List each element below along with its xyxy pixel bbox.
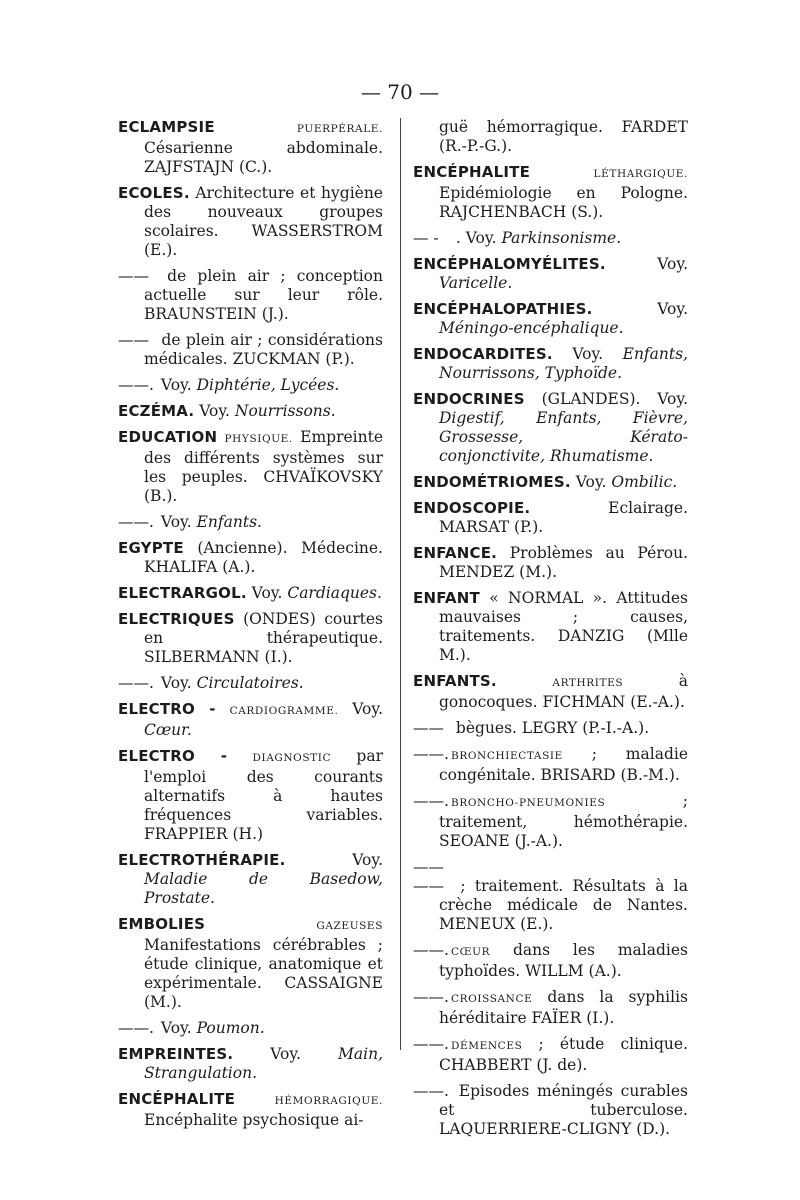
entry-text: dans les maladies typhoïdes. WILLM (A.).: [439, 941, 688, 980]
repeat-dash: — -: [413, 229, 439, 247]
index-entry: [413, 473, 688, 492]
entry-text: « NORMAL ». Attitudes mauvaises ; causes, traitements. DANZIG (Mlle M.).: [439, 589, 688, 664]
index-entry: [413, 118, 688, 156]
index-entry: [413, 941, 688, 981]
index-entry: [118, 539, 383, 577]
entry-subheading: DIAGNOSTIC: [252, 752, 332, 764]
index-entry: [413, 345, 688, 383]
index-entry: [413, 255, 688, 293]
entry-reference: Ombilic.: [611, 473, 678, 491]
entry-headword: EDUCATION: [118, 428, 218, 446]
entry-headword: ENDOMÉTRIOMES.: [413, 473, 571, 491]
entry-headword: ELECTRIQUES: [118, 610, 235, 628]
entry-text: Césarienne abdominale. ZAJFSTAJN (C.).: [144, 139, 383, 176]
entry-headword: ENFANCE.: [413, 544, 498, 562]
index-entry: [413, 300, 688, 338]
index-entry: [413, 719, 688, 738]
entry-reference: Cardiaques.: [287, 584, 382, 602]
index-entry: [413, 792, 688, 851]
entry-text: Architecture et hygiène des nouveaux groupes scolaires. WASSERSTROM (E.).: [144, 184, 383, 259]
entry-text: Encéphalite psychosique ai-: [144, 1111, 364, 1129]
entry-text: Voy.: [251, 584, 288, 602]
entry-reference: Enfants.: [196, 513, 262, 531]
repeat-dash: —— ——: [413, 858, 444, 895]
entry-text: (Ancienne). Médecine. KHALIFA (A.).: [144, 539, 383, 576]
index-entry: [118, 513, 383, 532]
index-entry: [118, 1019, 383, 1038]
entry-reference: Méningo-encéphalique.: [439, 319, 624, 337]
index-entry: [413, 163, 688, 222]
entry-subheading: GAZEUSES: [316, 920, 383, 932]
right-column: [413, 118, 688, 1146]
index-entry: [413, 499, 688, 537]
entry-text: Empreinte des différents systèmes sur les peuples. CHVAÏKOVSKY (B.).: [144, 428, 383, 505]
entry-text: ; étude clinique. CHABBERT (J. de).: [439, 1035, 688, 1074]
entry-headword: ECLAMPSIE: [118, 118, 215, 136]
entry-text: Voy.: [572, 345, 623, 363]
entry-headword: ENCÉPHALOMYÉLITES.: [413, 255, 606, 273]
index-entry: [413, 672, 688, 712]
entry-subheading: BRONCHO-PNEUMONIES: [451, 797, 606, 809]
repeat-dash: ——.: [413, 941, 449, 959]
entry-text: (ONDES) courtes en thérapeutique. SILBERMANN (I.).: [144, 610, 383, 666]
index-entry: [413, 390, 688, 466]
entry-text: ; maladie congénitale. BRISARD (B.-M.).: [439, 745, 688, 784]
entry-text: Problèmes au Pérou. MENDEZ (M.).: [439, 544, 688, 581]
repeat-dash: ——.: [118, 1019, 154, 1037]
index-entry: [118, 1045, 383, 1083]
entry-text: à gonocoques. FICHMAN (E.-A.).: [439, 672, 688, 711]
entry-text: (GLANDES). Voy.: [541, 390, 688, 408]
entry-headword: ECOLES.: [118, 184, 190, 202]
entry-text: Voy.: [270, 1045, 339, 1063]
index-entry: [118, 376, 383, 395]
index-entry: [118, 118, 383, 177]
entry-headword: ENFANT: [413, 589, 480, 607]
entry-subheading: CARDIOGRAMME.: [229, 705, 339, 717]
index-entry: [118, 428, 383, 506]
entry-headword: ELECTRARGOL.: [118, 584, 247, 602]
index-entry: [413, 988, 688, 1028]
entry-headword: ENDOCARDITES.: [413, 345, 553, 363]
repeat-dash: ——.: [413, 792, 449, 810]
entry-headword: ELECTRO -: [118, 700, 216, 718]
index-entry: [413, 858, 688, 934]
entry-headword: ENFANTS.: [413, 672, 497, 690]
entry-text: Voy.: [657, 255, 688, 273]
repeat-dash: ——.: [118, 674, 154, 692]
index-entry: [413, 544, 688, 582]
entry-headword: ELECTRO -: [118, 747, 228, 765]
index-entry: [413, 229, 688, 248]
repeat-dash: ——.: [118, 376, 154, 394]
entry-subheading: HÉMORRAGIQUE.: [274, 1095, 383, 1107]
entry-reference: Varicelle.: [439, 274, 513, 292]
index-entry: [413, 1082, 688, 1139]
entry-text: par l'emploi des courants alternatifs à hautes fréquences variables. FRAPPIER (H.): [144, 747, 384, 843]
entry-subheading: LÉTHARGIQUE.: [593, 168, 688, 180]
index-entry: [118, 402, 383, 421]
repeat-dash: ——.: [413, 988, 449, 1006]
entry-reference: Parkinsonisme.: [501, 229, 622, 247]
entry-text: Eclairage. MARSAT (P.).: [439, 499, 688, 536]
entry-headword: ELECTROTHÉRAPIE.: [118, 851, 286, 869]
index-entry: [118, 267, 383, 324]
entry-text: dans la syphilis héréditaire FAÏER (I.).: [439, 988, 688, 1027]
entry-subheading: ARTHRITES: [552, 677, 624, 689]
entry-reference: Cœur.: [144, 721, 192, 739]
entry-text: Episodes méningés curables et tuberculose. LAQUERRIERE-CLIGNY (D.).: [439, 1082, 688, 1138]
index-entry: [413, 745, 688, 785]
repeat-dash: ——: [118, 267, 149, 285]
entry-subheading: BRONCHIECTASIE: [451, 750, 563, 762]
entry-text: ; traitement. Résultats à la crèche médicale de Nantes. MENEUX (E.).: [439, 877, 688, 933]
index-entry: [118, 331, 383, 369]
entry-text: Voy.: [575, 473, 612, 491]
entry-reference: Circulatoires.: [196, 674, 304, 692]
entry-headword: EMBOLIES: [118, 915, 206, 933]
entry-text: de plein air ; considérations médicales. ZUCKMAN (P.).: [144, 331, 383, 368]
entry-text: bègues. LEGRY (P.-I.-A.).: [451, 719, 650, 737]
index-entry: [118, 915, 383, 1012]
entry-text: Voy.: [352, 851, 383, 869]
entry-headword: EMPREINTES.: [118, 1045, 234, 1063]
entry-reference: Poumon.: [196, 1019, 265, 1037]
repeat-dash: ——: [413, 719, 444, 737]
index-entry: [118, 674, 383, 693]
entry-text: Manifestations cérébrables ; étude clinique, anatomique et expérimentale. CASSAIGNE (M.).: [144, 936, 383, 1011]
entry-subheading: CROISSANCE: [451, 993, 533, 1005]
entry-text: Voy.: [156, 1019, 197, 1037]
index-entry: [118, 851, 383, 908]
entry-subheading: DÉMENCES: [451, 1040, 523, 1052]
entry-text: . Voy.: [451, 229, 502, 247]
page-number: — 70 —: [360, 80, 440, 104]
repeat-dash: ——.: [413, 1035, 449, 1053]
index-entry: [413, 589, 688, 665]
entry-headword: ENCÉPHALITE: [413, 163, 531, 181]
entry-text: guë hémorragique. FARDET (R.-P.-G.).: [439, 118, 688, 155]
entry-text: Epidémiologie en Pologne. RAJCHENBACH (S.).: [439, 184, 688, 221]
index-entry: [118, 610, 383, 667]
index-entry: [118, 584, 383, 603]
repeat-dash: ——.: [413, 1082, 449, 1100]
entry-headword: ENDOSCOPIE.: [413, 499, 531, 517]
entry-headword: ENDOCRINES: [413, 390, 525, 408]
index-entry: [118, 1090, 383, 1130]
entry-subheading: PHYSIQUE.: [224, 433, 293, 445]
entry-subheading: CŒUR: [451, 946, 491, 958]
entry-reference: Maladie de Basedow, Prostate.: [144, 870, 383, 907]
entry-subheading: PUERPÉRALE.: [296, 123, 383, 135]
entry-headword: EGYPTE: [118, 539, 184, 557]
column-divider: [400, 118, 401, 1050]
entry-text: Voy.: [338, 700, 383, 718]
entry-reference: Digestif, Enfants, Fièvre, Grossesse, Kérato-conjonctivite, Rhumatisme.: [439, 409, 688, 465]
index-entry: [118, 700, 383, 740]
repeat-dash: ——.: [118, 513, 154, 531]
entry-reference: Enfants, Nourrissons, Typhoïde.: [439, 345, 688, 382]
repeat-dash: ——: [118, 331, 149, 349]
entry-text: de plein air ; conception actuelle sur leur rôle. BRAUNSTEIN (J.).: [144, 267, 383, 323]
entry-text: Voy.: [657, 300, 688, 318]
entry-headword: ENCÉPHALOPATHIES.: [413, 300, 593, 318]
entry-headword: ENCÉPHALITE: [118, 1090, 236, 1108]
entry-reference: Nourrissons.: [234, 402, 336, 420]
index-entry: [118, 747, 383, 844]
entry-headword: ECZÉMA.: [118, 402, 195, 420]
left-column: [118, 118, 383, 1137]
entry-text: Voy.: [156, 513, 197, 531]
entry-text: Voy.: [156, 674, 197, 692]
entry-reference: Main, Strangulation.: [144, 1045, 383, 1082]
entry-text: Voy.: [156, 376, 197, 394]
index-entry: [118, 184, 383, 260]
entry-reference: Diphtérie, Lycées.: [196, 376, 340, 394]
index-entry: [413, 1035, 688, 1075]
entry-text: ; traitement, hémothérapie. SEOANE (J.-A.).: [439, 792, 688, 850]
repeat-dash: ——.: [413, 745, 449, 763]
entry-text: Voy.: [199, 402, 235, 420]
